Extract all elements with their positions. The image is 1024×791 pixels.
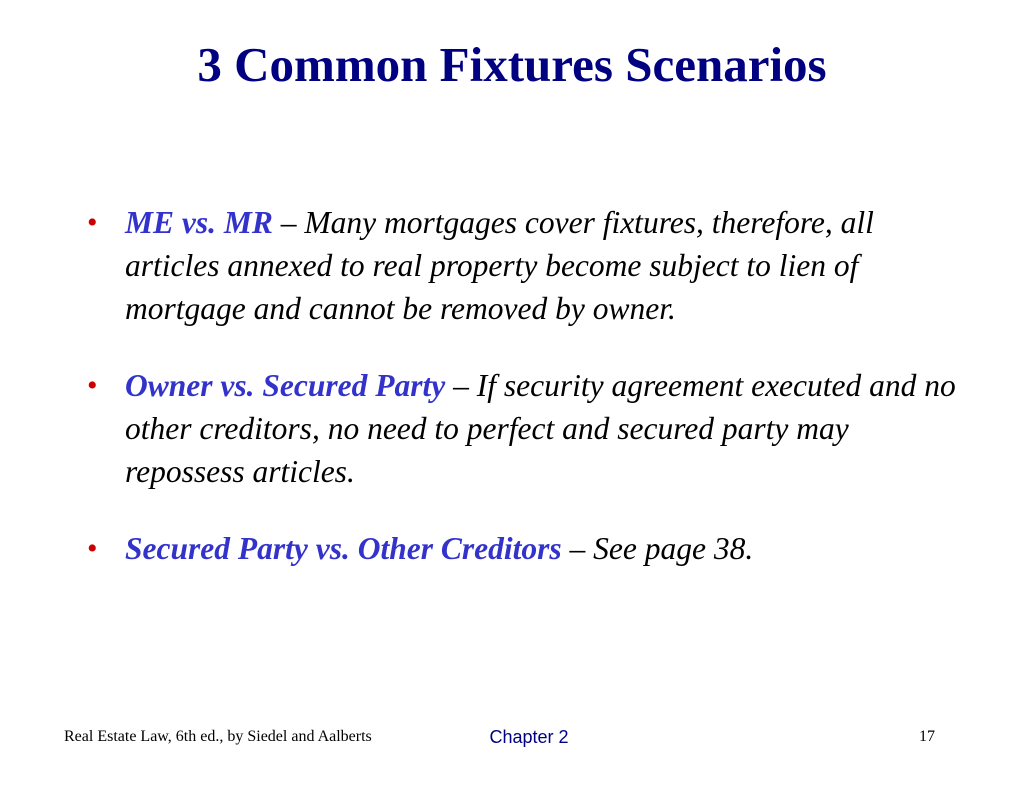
footer-source: Real Estate Law, 6th ed., by Siedel and Aalberts <box>64 728 372 745</box>
footer-chapter: Chapter 2 <box>489 727 569 747</box>
slide-title: 3 Common Fixtures Scenarios <box>197 37 827 92</box>
bullet-item-secured-party-vs-other-creditors <box>87 527 957 570</box>
bullet-term: Owner vs. Secured Party <box>125 368 446 403</box>
bullet-icon: • <box>87 532 98 565</box>
bullet-item-owner-vs-secured-party <box>87 364 957 493</box>
bullet-term: Secured Party vs. Other Creditors <box>125 531 562 566</box>
bullet-item-me-vs-mr <box>87 201 957 330</box>
bullet-text: – If security agreement executed and no other creditors, no need to perfect and secured party may repossess articles. <box>125 368 956 489</box>
bullet-text: – Many mortgages cover fixtures, therefore, all articles annexed to real property become subject to lien of mortgage and cannot be removed by owner. <box>125 205 874 326</box>
bullet-text: – See page 38. <box>561 531 754 566</box>
bullet-icon: • <box>87 206 98 239</box>
bullet-list <box>87 201 957 570</box>
footer-page-number: 17 <box>919 728 935 745</box>
bullet-icon: • <box>87 369 98 402</box>
bullet-term: ME vs. MR <box>125 205 273 240</box>
